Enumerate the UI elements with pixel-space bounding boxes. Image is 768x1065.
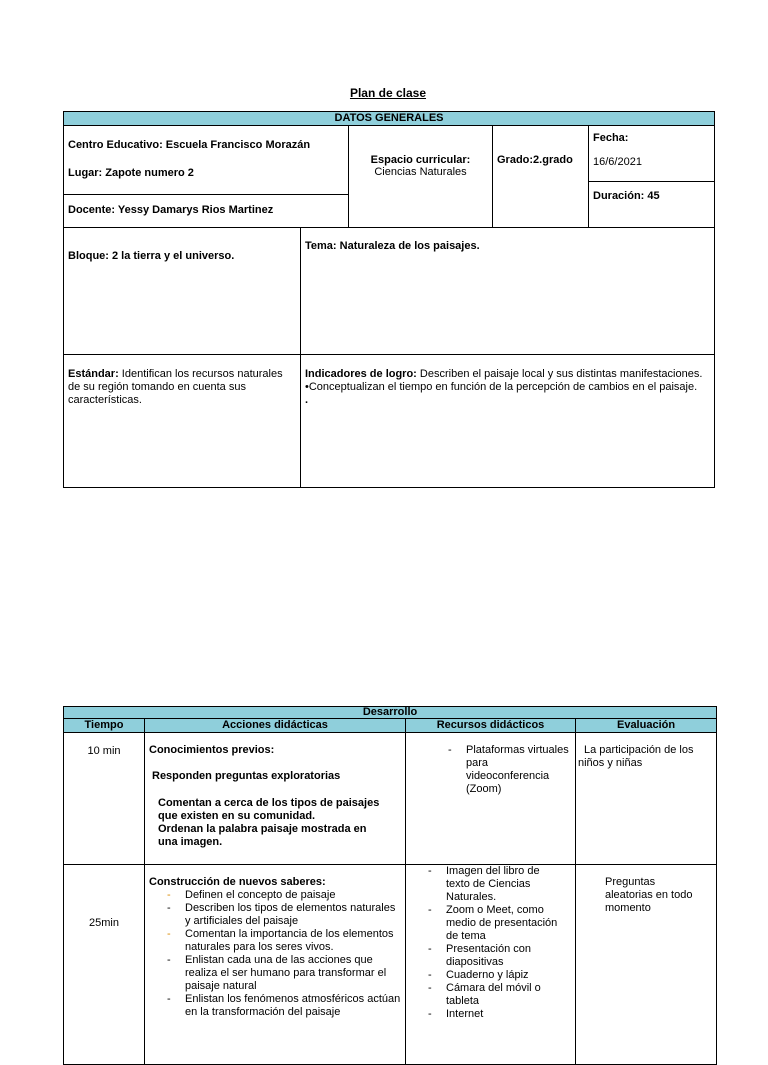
- list-item: - Definen el concepto de paisaje: [149, 889, 401, 902]
- fecha-value: 16/6/2021: [593, 156, 642, 168]
- espacio-curricular-label: Espacio curricular:: [370, 154, 471, 166]
- centro-educativo: Centro Educativo: Escuela Francisco Morazán: [68, 139, 311, 151]
- list-item: - Plataformas virtuales para videoconferencia (Zoom): [430, 744, 571, 796]
- evaluacion-text: La participación de los niños y niñas: [578, 744, 694, 769]
- general-data-table: [63, 111, 715, 488]
- acciones-line: Comentan a cerca de los tipos de paisajes que existen en su comunidad.: [158, 797, 380, 822]
- list-item: - Comentan la importancia de los elementos naturales para los seres vivos.: [149, 928, 401, 954]
- list-item: - Internet: [410, 1008, 563, 1021]
- column-header-recursos: Recursos didácticos: [406, 719, 576, 733]
- table-row: [64, 865, 717, 1065]
- indicadores-text: Describen el paisaje local y sus distintas manifestaciones. •Conceptualizan el tiempo en función de la percepción de cambios en el paisaje.: [305, 368, 703, 393]
- tema-cell: Tema: Naturaleza de los paisajes.: [301, 228, 715, 355]
- docente-cell: Docente: Yessy Damarys Rios Martinez: [64, 195, 349, 228]
- estandar-label: Estándar:: [68, 368, 119, 380]
- school-info-cell: [64, 126, 349, 195]
- espacio-curricular-value: Ciencias Naturales: [374, 166, 467, 178]
- indicadores-extra: .: [305, 394, 309, 406]
- duracion-cell: Duración: 45: [589, 182, 715, 228]
- column-header-tiempo: Tiempo: [64, 719, 145, 733]
- acciones-line: Ordenan la palabra paisaje mostrada en una imagen.: [158, 823, 367, 848]
- fecha-cell: [589, 126, 715, 182]
- general-data-header: DATOS GENERALES: [64, 112, 715, 126]
- evaluacion-cell: [576, 733, 717, 865]
- list-item: - Imagen del libro de texto de Ciencias Naturales.: [410, 865, 563, 904]
- document-title: Plan de clase: [349, 86, 427, 100]
- column-header-evaluacion: Evaluación: [576, 719, 717, 733]
- tiempo-cell: 25min: [64, 865, 145, 1065]
- recursos-cell: [406, 865, 576, 1065]
- indicadores-cell: [301, 355, 715, 488]
- acciones-cell: [145, 865, 406, 1065]
- fecha-label: Fecha:: [593, 132, 629, 144]
- estandar-text: Identifican los recursos naturales de su región tomando en cuenta sus características.: [68, 368, 283, 406]
- evaluacion-cell: Preguntas aleatorias en todo momento: [576, 865, 717, 1065]
- list-item: - Cuaderno y lápiz: [410, 969, 563, 982]
- desarrollo-header: Desarrollo: [64, 707, 717, 719]
- espacio-curricular-cell: [349, 126, 493, 228]
- recursos-cell: [406, 733, 576, 865]
- list-item: - Presentación con diapositivas: [410, 943, 563, 969]
- list-item: - Zoom o Meet, como medio de presentación de tema: [410, 904, 563, 943]
- table-row: [64, 733, 717, 865]
- list-item: - Enlistan los fenómenos atmosféricos actúan en la transformación del paisaje: [149, 993, 401, 1019]
- list-item: - Cámara del móvil o tableta: [410, 982, 563, 1008]
- acciones-cell: [145, 733, 406, 865]
- lugar: Lugar: Zapote numero 2: [68, 167, 194, 179]
- desarrollo-table: [63, 706, 717, 1065]
- estandar-cell: [64, 355, 301, 488]
- acciones-heading: Conocimientos previos:: [149, 744, 275, 756]
- indicadores-label: Indicadores de logro:: [305, 368, 417, 380]
- tiempo-cell: 10 min: [64, 733, 145, 865]
- bloque-cell: Bloque: 2 la tierra y el universo.: [64, 228, 301, 355]
- grado-cell: Grado:2.grado: [493, 126, 589, 228]
- list-item: - Enlistan cada una de las acciones que realiza el ser humano para transformar el paisaje natural: [149, 954, 401, 993]
- acciones-line: Responden preguntas exploratorias: [152, 770, 341, 782]
- column-header-acciones: Acciones didácticas: [145, 719, 406, 733]
- list-item: - Describen los tipos de elementos naturales y artificiales del paisaje: [149, 902, 401, 928]
- acciones-heading: Construcción de nuevos saberes:: [149, 876, 326, 888]
